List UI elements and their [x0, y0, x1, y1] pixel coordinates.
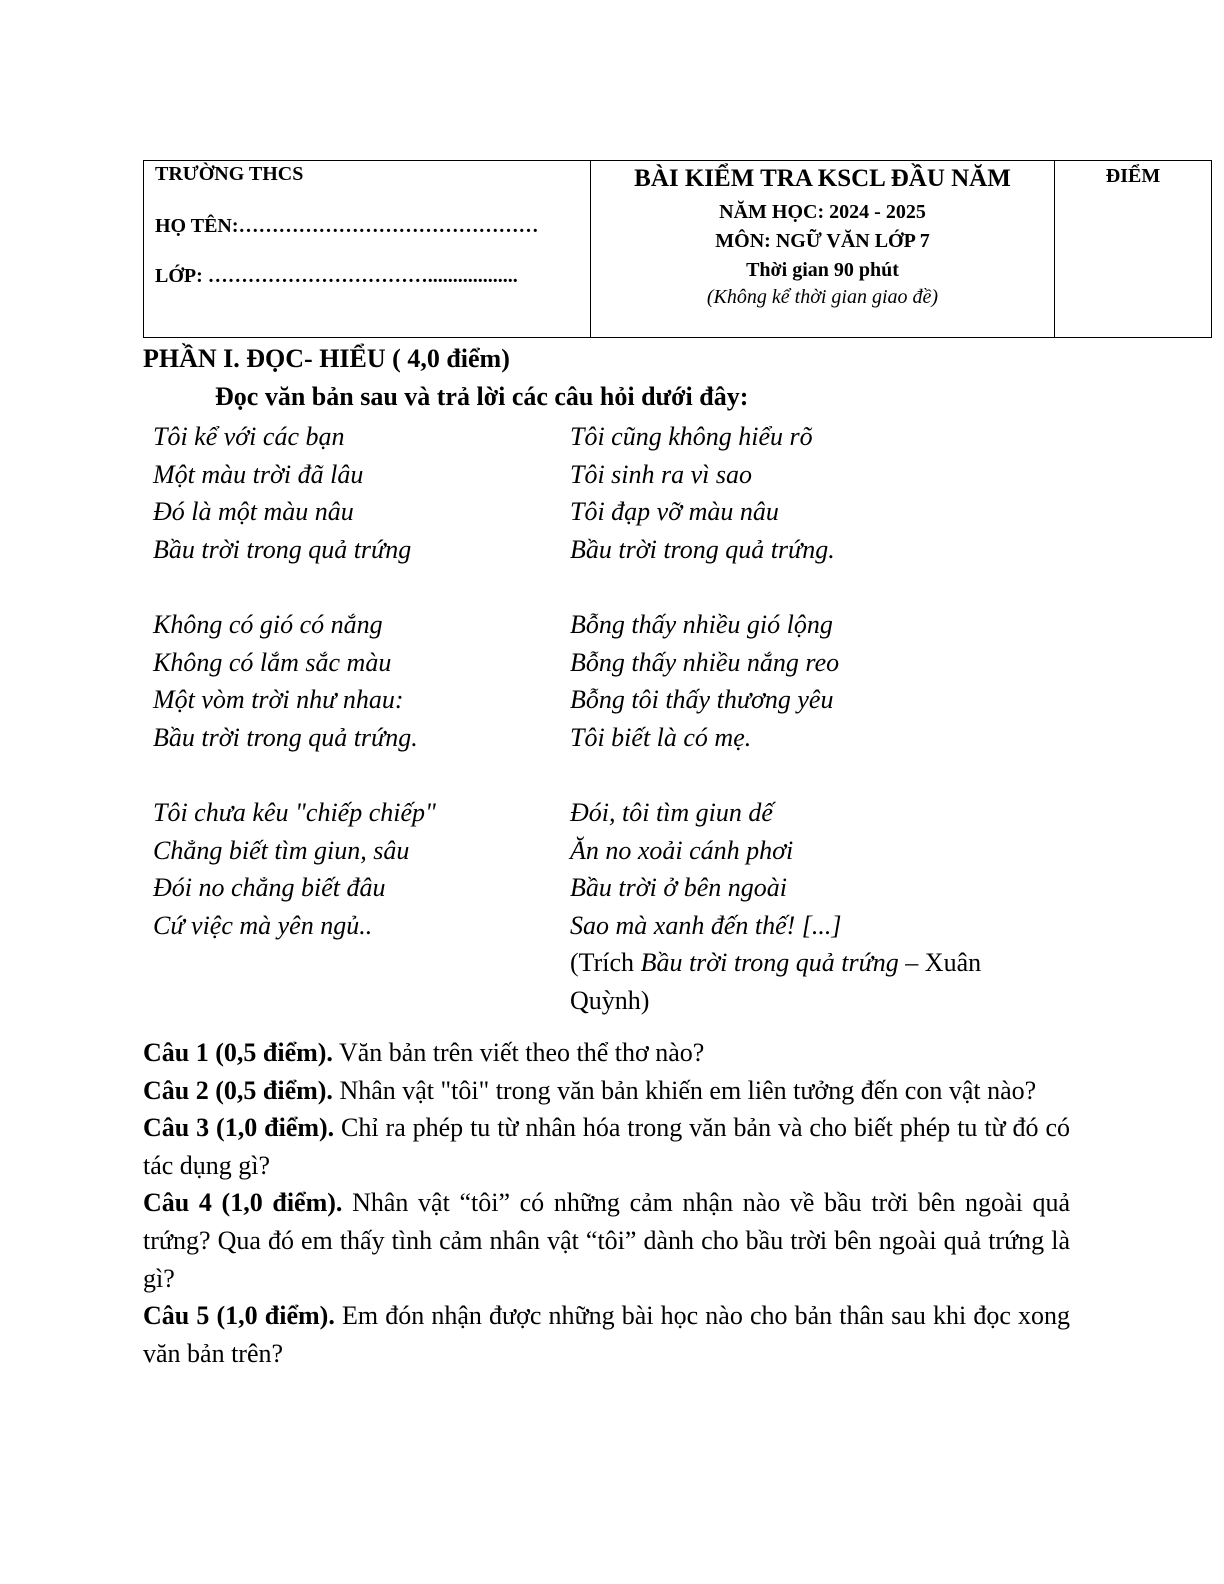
- poem-line: Bỗng thấy nhiều nắng reo: [570, 647, 840, 677]
- question-label: Câu 2 (0,5 điểm).: [143, 1075, 333, 1105]
- poem-stanza: [570, 794, 1040, 944]
- poem-line: Bỗng tôi thấy thương yêu: [570, 685, 834, 715]
- section-title: PHẦN I. ĐỌC- HIỂU ( 4,0 điểm): [143, 344, 510, 373]
- question-2: [143, 1072, 1070, 1110]
- poem-line: Đó là một màu nâu: [153, 497, 354, 527]
- question-text: Em đón nhận được những bài học nào cho bản thân sau khi đọc xong văn bản trên?: [143, 1301, 1070, 1368]
- question-list: [143, 1034, 1070, 1372]
- poem-line: Tôi sinh ra vì sao: [570, 459, 753, 489]
- poem-right-column: [570, 418, 1040, 1020]
- poem-line: Tôi chưa kêu "chiếp chiếp": [153, 797, 436, 827]
- poem-stanza: [570, 418, 1040, 568]
- score-label: ĐIỂM: [1105, 165, 1161, 187]
- poem-line: Tôi cũng không hiểu rõ: [570, 422, 813, 451]
- poem-stanza: [570, 606, 1040, 756]
- student-info-cell: [144, 161, 591, 338]
- poem-line: Chẳng biết tìm giun, sâu: [153, 835, 410, 865]
- school-year: NĂM HỌC: 2024 - 2025: [719, 201, 926, 223]
- source-suffix: – Xuân Quỳnh): [570, 948, 982, 1015]
- poem-line: Bầu trời trong quả trứng.: [570, 534, 835, 564]
- poem-stanza: [153, 606, 436, 756]
- poem-line: Đói, tôi tìm giun dế: [570, 797, 773, 827]
- question-label: Câu 3 (1,0 điểm).: [143, 1113, 335, 1143]
- subject-line: MÔN: NGỮ VĂN LỚP 7: [715, 230, 930, 252]
- question-text: Nhân vật "tôi" trong văn bản khiến em liên tưởng đến con vật nào?: [332, 1075, 1037, 1105]
- question-3: [143, 1109, 1070, 1184]
- question-text: Chỉ ra phép tu từ nhân hóa trong văn bản và cho biết phép tu từ đó có tác dụng gì?: [143, 1113, 1070, 1180]
- poem-line: Bầu trời trong quả trứng: [153, 534, 412, 564]
- score-cell: [1055, 161, 1212, 338]
- poem-line: Không có lắm sắc màu: [153, 647, 392, 677]
- question-1: [143, 1034, 1070, 1072]
- poem-source: [570, 944, 1040, 1019]
- poem-line: Đói no chẳng biết đâu: [153, 873, 386, 903]
- class-label: LỚP: ……………………………..................: [155, 265, 518, 287]
- exam-title: BÀI KIỂM TRA KSCL ĐẦU NĂM: [634, 165, 1011, 192]
- poem-stanza: [153, 418, 436, 568]
- question-label: Câu 4 (1,0 điểm).: [143, 1188, 343, 1218]
- source-prefix: (Trích: [570, 948, 641, 978]
- source-title: Bầu trời trong quả trứng: [640, 948, 899, 978]
- question-4: [143, 1184, 1070, 1297]
- question-label: Câu 5 (1,0 điểm).: [143, 1301, 335, 1331]
- poem-line: Bầu trời trong quả trứng.: [153, 722, 418, 752]
- question-label: Câu 1 (0,5 điểm).: [143, 1038, 333, 1067]
- exam-info-cell: [591, 161, 1055, 338]
- question-5: [143, 1297, 1070, 1372]
- poem-line: Tôi biết là có mẹ.: [570, 722, 752, 752]
- duration-line: Thời gian 90 phút: [746, 259, 899, 281]
- poem-line: Cứ việc mà yên ngủ..: [153, 910, 373, 940]
- poem-line: Ăn no xoải cánh phơi: [570, 835, 794, 865]
- question-text: Nhân vật “tôi” có những cảm nhận nào về bầu trời bên ngoài quả trứng? Qua đó em thấy tình cảm nhân vật “tôi” dành cho bầu trời bên ngoài quả trứng là gì?: [143, 1188, 1070, 1293]
- school-label: TRƯỜNG THCS: [155, 163, 304, 185]
- question-text: Văn bản trên viết theo thể thơ nào?: [332, 1038, 705, 1067]
- duration-note: (Không kể thời gian giao đề): [706, 286, 939, 308]
- reading-instruction: Đọc văn bản sau và trả lời các câu hỏi dưới đây:: [215, 382, 749, 411]
- poem-line: Không có gió có nắng: [153, 609, 383, 639]
- poem-line: Bầu trời ở bên ngoài: [570, 873, 787, 903]
- poem-line: Bỗng thấy nhiều gió lộng: [570, 609, 833, 639]
- student-name-label: HỌ TÊN:………………………………………: [155, 215, 539, 237]
- exam-header-table: [143, 160, 1212, 338]
- poem-line: Tôi kể với các bạn: [153, 422, 345, 451]
- poem-line: Tôi đạp vỡ màu nâu: [570, 497, 779, 527]
- poem-line: Một màu trời đã lâu: [153, 459, 364, 489]
- poem-line: Sao mà xanh đến thế! [...]: [570, 910, 842, 940]
- poem-line: Một vòm trời như nhau:: [153, 685, 404, 715]
- poem-stanza: [153, 794, 436, 944]
- poem-left-column: [153, 418, 436, 982]
